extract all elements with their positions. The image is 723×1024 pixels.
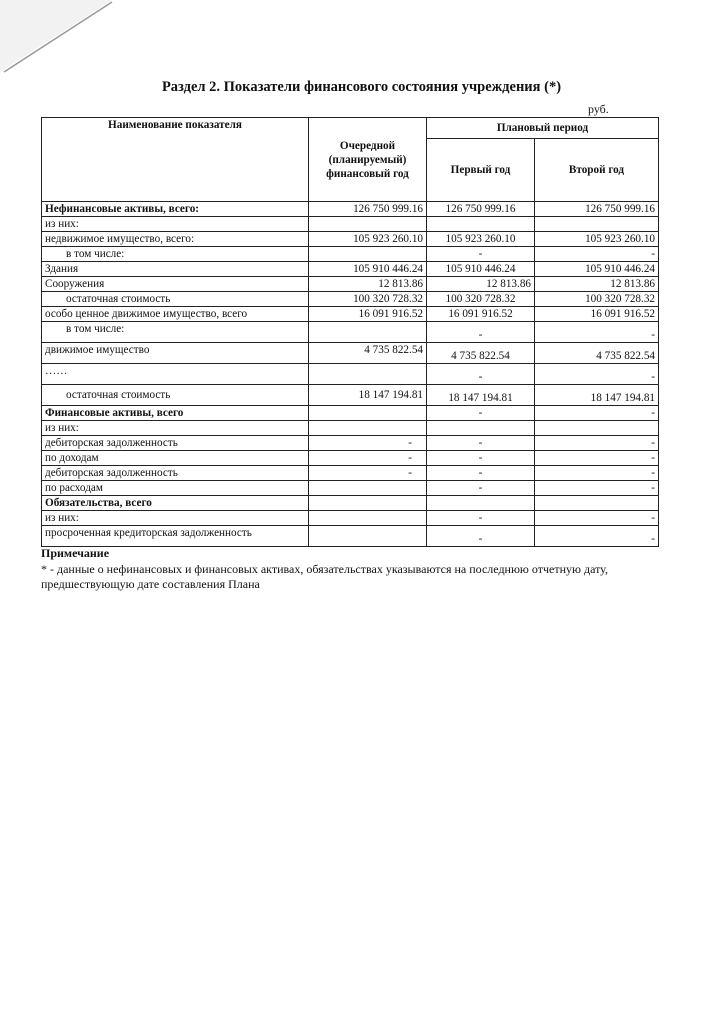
row-label: по расходам bbox=[42, 481, 309, 496]
row-label: Финансовые активы, всего bbox=[42, 406, 309, 421]
row-label: Сооружения bbox=[42, 277, 309, 292]
cell-year2: 100 320 728.32 bbox=[535, 292, 659, 307]
cell-year1: - bbox=[427, 364, 535, 385]
cell-year1: - bbox=[427, 511, 535, 526]
cell-year2: 12 813.86 bbox=[535, 277, 659, 292]
row-label: движимое имущество bbox=[42, 343, 309, 364]
row-label: из них: bbox=[42, 217, 309, 232]
cell-year2: - bbox=[535, 406, 659, 421]
cell-current bbox=[309, 364, 427, 385]
table-row bbox=[42, 202, 659, 217]
cell-year2: - bbox=[535, 451, 659, 466]
cell-current: 18 147 194.81 bbox=[309, 385, 427, 406]
cell-current bbox=[309, 511, 427, 526]
cell-year1 bbox=[427, 421, 535, 436]
cell-current: 16 091 916.52 bbox=[309, 307, 427, 322]
cell-current bbox=[309, 217, 427, 232]
row-label: дебиторская задолженность bbox=[42, 436, 309, 451]
cell-year1: 12 813.86 bbox=[427, 277, 535, 292]
cell-current bbox=[309, 421, 427, 436]
header-second-year: Второй год bbox=[535, 139, 659, 202]
cell-year1 bbox=[427, 217, 535, 232]
cell-year1 bbox=[427, 496, 535, 511]
table-row bbox=[42, 217, 659, 232]
table-row bbox=[42, 385, 659, 406]
page-corner-fold bbox=[0, 0, 140, 90]
header-current-year: Очередной (планируемый) финансовый год bbox=[309, 118, 427, 202]
table-row bbox=[42, 421, 659, 436]
financial-indicators-table bbox=[41, 117, 659, 547]
cell-year1: - bbox=[427, 466, 535, 481]
cell-year2: - bbox=[535, 466, 659, 481]
table-row bbox=[42, 232, 659, 247]
cell-year1: - bbox=[427, 526, 535, 547]
cell-year2: - bbox=[535, 322, 659, 343]
cell-current bbox=[309, 481, 427, 496]
note-text: * - данные о нефинансовых и финансовых активах, обязательствах указываются на последнюю отчетную дату, предшествующую дате составления Плана bbox=[41, 562, 608, 591]
cell-current bbox=[309, 322, 427, 343]
cell-year2: - bbox=[535, 247, 659, 262]
row-label: Обязательства, всего bbox=[42, 496, 309, 511]
cell-year2: - bbox=[535, 526, 659, 547]
table-row bbox=[42, 436, 659, 451]
note-title: Примечание bbox=[41, 546, 110, 560]
cell-current: 105 910 446.24 bbox=[309, 262, 427, 277]
table-row bbox=[42, 406, 659, 421]
cell-year1: 126 750 999.16 bbox=[427, 202, 535, 217]
cell-year1: 105 923 260.10 bbox=[427, 232, 535, 247]
table-row bbox=[42, 364, 659, 385]
table-row bbox=[42, 277, 659, 292]
cell-current bbox=[309, 496, 427, 511]
row-label: остаточная стоимость bbox=[42, 292, 309, 307]
cell-year2: - bbox=[535, 481, 659, 496]
cell-year1: 4 735 822.54 bbox=[427, 343, 535, 364]
cell-year1: - bbox=[427, 322, 535, 343]
cell-year2: - bbox=[535, 511, 659, 526]
cell-current bbox=[309, 406, 427, 421]
cell-year1: 16 091 916.52 bbox=[427, 307, 535, 322]
cell-current bbox=[309, 247, 427, 262]
table-row bbox=[42, 466, 659, 481]
cell-year2 bbox=[535, 217, 659, 232]
cell-year2: 105 923 260.10 bbox=[535, 232, 659, 247]
cell-year2: - bbox=[535, 436, 659, 451]
table-row bbox=[42, 322, 659, 343]
cell-current: 12 813.86 bbox=[309, 277, 427, 292]
currency-unit: руб. bbox=[588, 102, 609, 116]
row-label: из них: bbox=[42, 511, 309, 526]
row-label: недвижимое имущество, всего: bbox=[42, 232, 309, 247]
cell-current: 4 735 822.54 bbox=[309, 343, 427, 364]
cell-year1: 100 320 728.32 bbox=[427, 292, 535, 307]
cell-current: - bbox=[309, 436, 427, 451]
row-label: дебиторская задолженность bbox=[42, 466, 309, 481]
table-row bbox=[42, 511, 659, 526]
cell-year2 bbox=[535, 421, 659, 436]
table-row bbox=[42, 247, 659, 262]
row-label: в том числе: bbox=[42, 247, 309, 262]
row-label: …… bbox=[42, 364, 309, 385]
section-title: Раздел 2. Показатели финансового состояния учреждения (*) bbox=[161, 79, 562, 95]
row-label: Здания bbox=[42, 262, 309, 277]
cell-year2: 18 147 194.81 bbox=[535, 385, 659, 406]
table-row bbox=[42, 481, 659, 496]
cell-year2: 4 735 822.54 bbox=[535, 343, 659, 364]
cell-year1: 18 147 194.81 bbox=[427, 385, 535, 406]
cell-year2: 126 750 999.16 bbox=[535, 202, 659, 217]
row-label: из них: bbox=[42, 421, 309, 436]
cell-year2: 16 091 916.52 bbox=[535, 307, 659, 322]
table-row bbox=[42, 496, 659, 511]
table-row bbox=[42, 292, 659, 307]
row-label: Нефинансовые активы, всего: bbox=[42, 202, 309, 217]
header-first-year: Первый год bbox=[427, 139, 535, 202]
cell-year2 bbox=[535, 496, 659, 511]
row-label: в том числе: bbox=[42, 322, 309, 343]
row-label: по доходам bbox=[42, 451, 309, 466]
cell-year2: 105 910 446.24 bbox=[535, 262, 659, 277]
cell-year1: - bbox=[427, 436, 535, 451]
row-label: остаточная стоимость bbox=[42, 385, 309, 406]
table-row bbox=[42, 526, 659, 547]
cell-current: - bbox=[309, 451, 427, 466]
cell-year2: - bbox=[535, 364, 659, 385]
table-row bbox=[42, 262, 659, 277]
table-row bbox=[42, 343, 659, 364]
cell-year1: - bbox=[427, 481, 535, 496]
cell-year1: - bbox=[427, 406, 535, 421]
row-label: просроченная кредиторская задолженность bbox=[42, 526, 309, 547]
cell-year1: - bbox=[427, 247, 535, 262]
header-indicator-name: Наименование показателя bbox=[42, 118, 309, 202]
cell-year1: - bbox=[427, 451, 535, 466]
cell-current bbox=[309, 526, 427, 547]
cell-current: 126 750 999.16 bbox=[309, 202, 427, 217]
table-row bbox=[42, 307, 659, 322]
row-label: особо ценное движимое имущество, всего bbox=[42, 307, 309, 322]
table-row bbox=[42, 451, 659, 466]
cell-current: - bbox=[309, 466, 427, 481]
cell-current: 105 923 260.10 bbox=[309, 232, 427, 247]
cell-current: 100 320 728.32 bbox=[309, 292, 427, 307]
cell-year1: 105 910 446.24 bbox=[427, 262, 535, 277]
header-planned-period: Плановый период bbox=[427, 118, 659, 139]
